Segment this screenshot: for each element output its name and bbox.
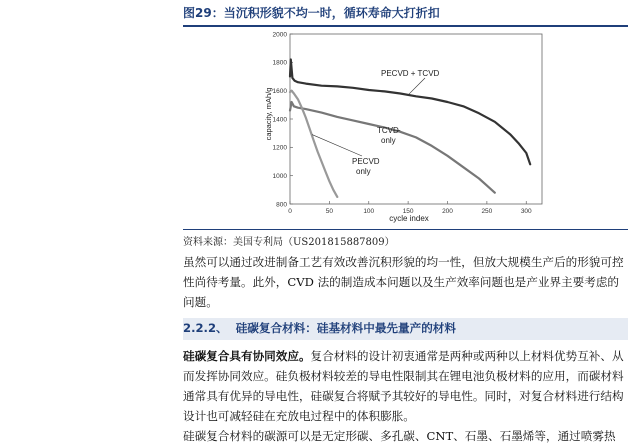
- y-tick-label: 800: [276, 201, 287, 209]
- source-rule: [183, 229, 628, 230]
- chart-series: [290, 60, 530, 197]
- label-pointer: [408, 78, 425, 95]
- y-tick-label: 1400: [272, 116, 287, 124]
- x-tick-label: 0: [288, 208, 292, 215]
- series-label-tcvd-1: TCVD: [377, 126, 399, 135]
- x-tick-label: 150: [402, 208, 414, 215]
- x-tick-label: 250: [481, 208, 493, 215]
- series-label-tcvd-2: only: [381, 136, 396, 145]
- y-tick-label: 2000: [272, 31, 287, 39]
- figure-source: 资料来源：美国专利局（US201815887809）: [183, 237, 395, 248]
- section-heading: [183, 320, 456, 336]
- y-tick-label: 1000: [272, 172, 287, 180]
- x-tick-label: 300: [520, 208, 532, 215]
- label-pointer: [312, 135, 362, 156]
- series-label-pecvd-2: only: [356, 167, 371, 176]
- x-axis-label: cycle index: [389, 214, 429, 223]
- section-title: 硅碳复合材料：硅基材料中最先量产的材料: [235, 321, 456, 335]
- y-axis-label: capacity, mAh/g: [264, 87, 273, 141]
- chart-axes: [273, 31, 542, 215]
- y-tick-label: 1600: [272, 87, 287, 95]
- x-tick-label: 200: [442, 208, 453, 215]
- x-tick-label: 50: [325, 208, 333, 215]
- figure-title: 图29：当沉积形貌不均一时，循环寿命大打折扣: [183, 6, 440, 20]
- section-number: 2.2.2、: [183, 321, 228, 335]
- paragraph-2-body: 复合材料的设计初衷通常是两种或两种以上材料优势互补、从而发挥协同效应。硅负极材料较差的导电性限制其在锂电池负极材料的应用，而碳材料通常具有优异的导电性，硅碳复合将赋予其较好的导电性。同时，对复合材料进行结构设计也可减轻硅在充放电过程中的体积膨胀。: [183, 349, 624, 423]
- y-tick-label: 1800: [272, 59, 287, 67]
- paragraph-2: [183, 346, 628, 426]
- paragraph-2-lead: 硅碳复合具有协同效应。: [183, 349, 311, 363]
- y-tick-label: 1200: [272, 144, 287, 152]
- series-label-pecvd-tcvd: PECVD + TCVD: [381, 69, 440, 78]
- capacity-chart: [250, 28, 550, 224]
- paragraph-3: 硅碳复合材料的碳源可以是无定形碳、多孔碳、CNT、石墨、石墨烯等，通过喷雾热: [183, 429, 616, 443]
- series-line-tcvd-only: [290, 102, 495, 193]
- paragraph-1: 虽然可以通过改进制备工艺有效改善沉积形貌的均一性，但放大规模生产后的形貌可控性尚待考量。此外，CVD 法的制造成本问题以及生产效率问题也是产业界主要考虑的问题。: [183, 255, 624, 309]
- title-rule: [183, 25, 628, 27]
- series-label-pecvd-1: PECVD: [352, 157, 380, 166]
- x-tick-label: 100: [363, 208, 375, 215]
